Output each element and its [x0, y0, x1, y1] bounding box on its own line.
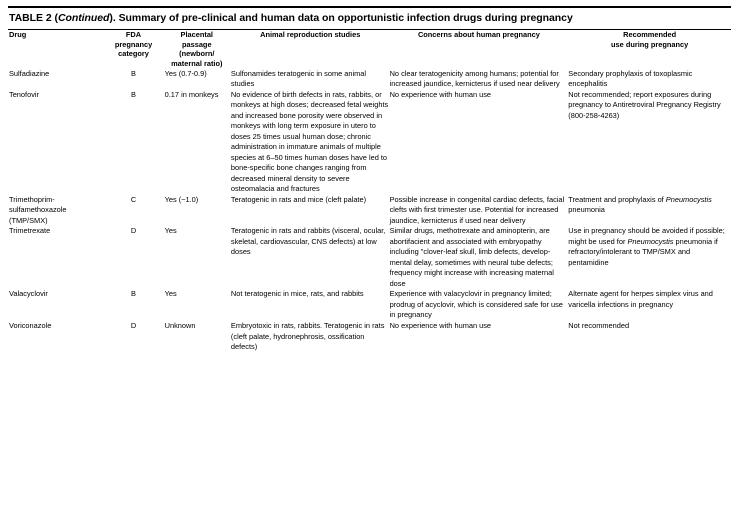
- recommended-text-organism: Pneumocystis: [627, 236, 674, 246]
- cell-drug-name: Sulfadiazine: [9, 68, 50, 78]
- cell-drug-name: Valacyclovir: [9, 289, 48, 299]
- recommended-text-organism: Pneumocystis: [665, 194, 712, 204]
- column-header-recommended-line-2: use during pregnancy: [611, 39, 689, 49]
- cell-animal-studies: No evidence of birth defects in rats, rabbits, or monkeys at high doses; decreased fetal weights and increased bone porosity were observed in monkeys with long term exposure in utero to doses 25 times usual human dose; chronic administration in immature animals of multiple species at 6–50 times human doses have led to bone-specific bone changes ranging from decreased mineral density to severe osteomalacia and fractures: [230, 89, 389, 194]
- recommended-text-prefix: Use in pregnancy should be avoided if possible; might be used for: [568, 226, 725, 246]
- column-header-human-concerns: Concerns about human pregnancy: [417, 30, 540, 40]
- cell-recommended-use: Not recommended; report exposures during pregnancy to Antiretroviral Pregnancy Registry (800-258-4263): [568, 89, 721, 120]
- table-row: [8, 90, 731, 195]
- table-row: [8, 289, 731, 321]
- recommended-text-prefix: Treatment and prophylaxis of: [568, 194, 666, 204]
- cell-human-concerns: Possible increase in congenital cardiac defects, facial clefts with first trimester use. Potential for increased jaundice, kernicterus if used near delivery: [389, 194, 565, 225]
- cell-recommended-use: [568, 195, 731, 227]
- cell-drug-name: Tenofovir: [9, 89, 39, 99]
- column-header-animal-studies: Animal reproduction studies: [260, 30, 361, 40]
- column-header-placental-passage: [163, 30, 231, 69]
- cell-human-concerns: Experience with valacyclovir in pregnancy limited; prodrug of acyclovir, which is considered safe for use in pregnancy: [389, 289, 563, 320]
- cell-recommended-use: [568, 226, 731, 289]
- cell-recommended-use: Not recommended: [568, 321, 630, 330]
- cell-placental-passage: Yes (~1.0): [164, 194, 199, 204]
- column-header-passage-line-3: (newborn/: [179, 49, 215, 59]
- column-header-recommended-use: [568, 30, 731, 69]
- cell-animal-studies: Not teratogenic in mice, rats, and rabbits: [230, 289, 364, 299]
- cell-placental-passage: Unknown: [164, 321, 196, 330]
- cell-human-concerns: No clear teratogenicity among humans; potential for increased jaundice, kernicterus if used near delivery: [389, 68, 560, 89]
- cell-drug-name: Trimetrexate: [9, 226, 51, 236]
- cell-drug-name: Voriconazole: [9, 321, 52, 330]
- table-row: [8, 226, 731, 289]
- cell-human-concerns: No experience with human use: [389, 321, 492, 330]
- document-page: [0, 6, 739, 529]
- table-title-prefix: TABLE 2 (: [9, 12, 58, 24]
- column-header-fda-line-1: FDA: [125, 30, 142, 40]
- table-row: [8, 69, 731, 90]
- cell-fda-category: B: [131, 289, 136, 299]
- cell-placental-passage: Yes: [164, 289, 177, 299]
- cell-fda-category: C: [130, 194, 137, 204]
- column-header-fda-line-3: category: [118, 49, 149, 59]
- table-title: [8, 8, 731, 29]
- cell-drug-name: [8, 195, 104, 227]
- cell-fda-category: B: [131, 89, 136, 99]
- cell-drug-name-line-1: Trimethoprim-: [9, 194, 55, 204]
- cell-placental-passage: Yes: [164, 226, 177, 236]
- opportunistic-infection-drugs-table: [8, 30, 731, 352]
- cell-animal-studies: Teratogenic in rats and rabbits (visceral, ocular, skeletal, cardiovascular, CNS defects) at low doses: [230, 226, 386, 257]
- column-header-passage-line-2: passage: [181, 39, 212, 49]
- table-title-suffix: ). Summary of pre-clinical and human data on opportunistic infection drugs during pregnancy: [109, 12, 573, 24]
- cell-drug-name-line-2: sulfamethoxazole: [9, 205, 67, 215]
- recommended-text-suffix: pneumonia: [568, 205, 605, 215]
- cell-animal-studies: Sulfonamides teratogenic in some animal studies: [230, 68, 367, 89]
- cell-animal-studies: Embryotoxic in rats, rabbits. Teratogenic in rats (cleft palate, hydronephrosis, ossification defects): [230, 321, 385, 352]
- column-header-passage-line-4: maternal ratio): [171, 59, 223, 68]
- recommended-text-suffix: pneumonia if refractory/intolerant to TMP/SMX and pentamidine: [568, 236, 718, 267]
- cell-human-concerns: No experience with human use: [389, 89, 492, 99]
- cell-fda-category: D: [130, 321, 137, 330]
- column-header-drug: Drug: [9, 30, 27, 40]
- cell-placental-passage: Yes (0.7-0.9): [164, 68, 207, 78]
- column-header-recommended-line-1: Recommended: [623, 30, 677, 40]
- cell-fda-category: B: [131, 68, 136, 78]
- table-row: [8, 195, 731, 227]
- cell-animal-studies: Teratogenic in rats and mice (cleft palate): [230, 194, 367, 204]
- cell-recommended-use: Secondary prophylaxis of toxoplasmic encephalitis: [568, 68, 693, 89]
- cell-human-concerns: Similar drugs, methotrexate and aminopterin, are abortifacient and associated with embryopathy including "clover-leaf skull, limb defects, develop-mental delay, sometimes with neural tube defects; frequency might increase with increasing maternal dose: [389, 226, 554, 288]
- cell-placental-passage: 0.17 in monkeys: [164, 89, 219, 99]
- table-row: [8, 321, 731, 353]
- cell-recommended-use: Alternate agent for herpes simplex virus and varicella infections in pregnancy: [568, 289, 713, 309]
- table-title-continued: Continued: [57, 12, 110, 24]
- cell-drug-name-line-3: (TMP/SMX): [9, 215, 48, 225]
- column-header-fda-line-2: pregnancy: [114, 39, 153, 49]
- table-header-row: [8, 30, 731, 69]
- column-header-fda-category: [104, 30, 162, 69]
- cell-fda-category: D: [130, 226, 137, 236]
- column-header-passage-line-1: Placental: [180, 30, 213, 40]
